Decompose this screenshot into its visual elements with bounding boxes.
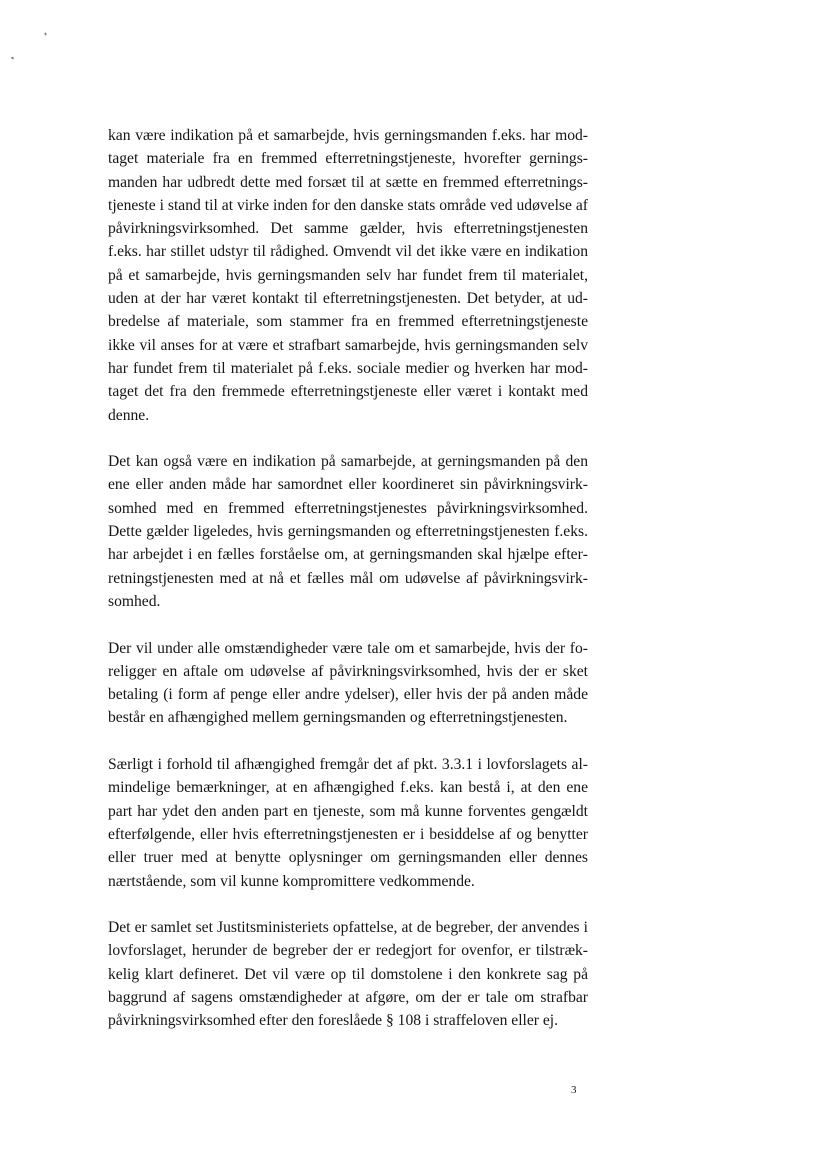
paragraph-3: Der vil under alle omstændigheder være tale om et samarbejde, hvis der foreligger en aftale om udøvelse af påvirkningsvirksomhed, hvis der er sket betaling (i form af penge eller andre ydelser), eller hvis der på anden måde består en afhængighed mellem gerningsmanden og efterretningstjenesten. <box>108 639 588 727</box>
paragraph-2: Det kan også være en indikation på samarbejde, at gerningsmanden på den ene eller anden måde har samordnet eller koordineret sin påvirkningsvirksomhed med en fremmed efterretningstjenestes påvirkningsvirksomhed. Dette gælder ligeledes, hvis gerningsmanden og efterretningstjenesten f.eks. har arbejdet i en fælles forståelse om, at gerningsmanden skal hjælpe efterretningstjenesten med at nå et fælles mål om udøvelse af påvirkningsvirksomhed. <box>108 453 588 610</box>
paragraph-5: Det er samlet set Justitsministeriets opfattelse, at de begreber, der anvendes i lovforslaget, herunder de begreber der er redegjort for ovenfor, er tilstrækkelig klart defineret. Det vil være op til domstolene i den konkrete sag på baggrund af sagens omstændigheder at afgøre, om der er tale om strafbar påvirkningsvirksomhed efter den foreslåede § 108 i straffeloven eller ej. <box>108 919 588 1030</box>
scan-speck <box>44 32 47 36</box>
paragraph-4: Særligt i forhold til afhængighed fremgår det af pkt. 3.3.1 i lovforslagets almindelige bemærkninger, at en afhængighed f.eks. kan bestå i, at den ene part har ydet den anden part en tjeneste, som må kunne forventes gengældt efterfølgende, eller hvis efterretningstjenesten er i besiddelse af og benytter eller truer med at benytte oplysninger om gerningsmanden eller dennes nærtstående, som vil kunne kompromittere vedkommende. <box>108 756 588 890</box>
scan-speck <box>11 56 15 59</box>
paragraph-1: kan være indikation på et samarbejde, hvis gerningsmanden f.eks. har modtaget materiale fra en fremmed efterretningstjeneste, hvorefter gerningsmanden har udbredt dette med forsæt til at sætte en fremmed efterretningstjeneste i stand til at virke inden for den danske stats område ved udøvelse af påvirkningsvirksomhed. Det samme gælder, hvis efterretningstjenesten f.eks. har stillet udstyr til rådighed. Omvendt vil det ikke være en indikation på et samarbejde, hvis gerningsmanden selv har fundet frem til materialet, uden at der har været kontakt til efterretningstjenesten. Det betyder, at udbredelse af materiale, som stammer fra en fremmed efterretningstjeneste ikke vil anses for at være et strafbart samarbejde, hvis gerningsmanden selv har fundet frem til materialet på f.eks. sociale medier og hverken har modtaget det fra den fremmede efterretningstjeneste eller været i kontakt med denne. <box>108 127 588 424</box>
body-text <box>108 124 588 1056</box>
page-number: 3 <box>571 1084 577 1096</box>
